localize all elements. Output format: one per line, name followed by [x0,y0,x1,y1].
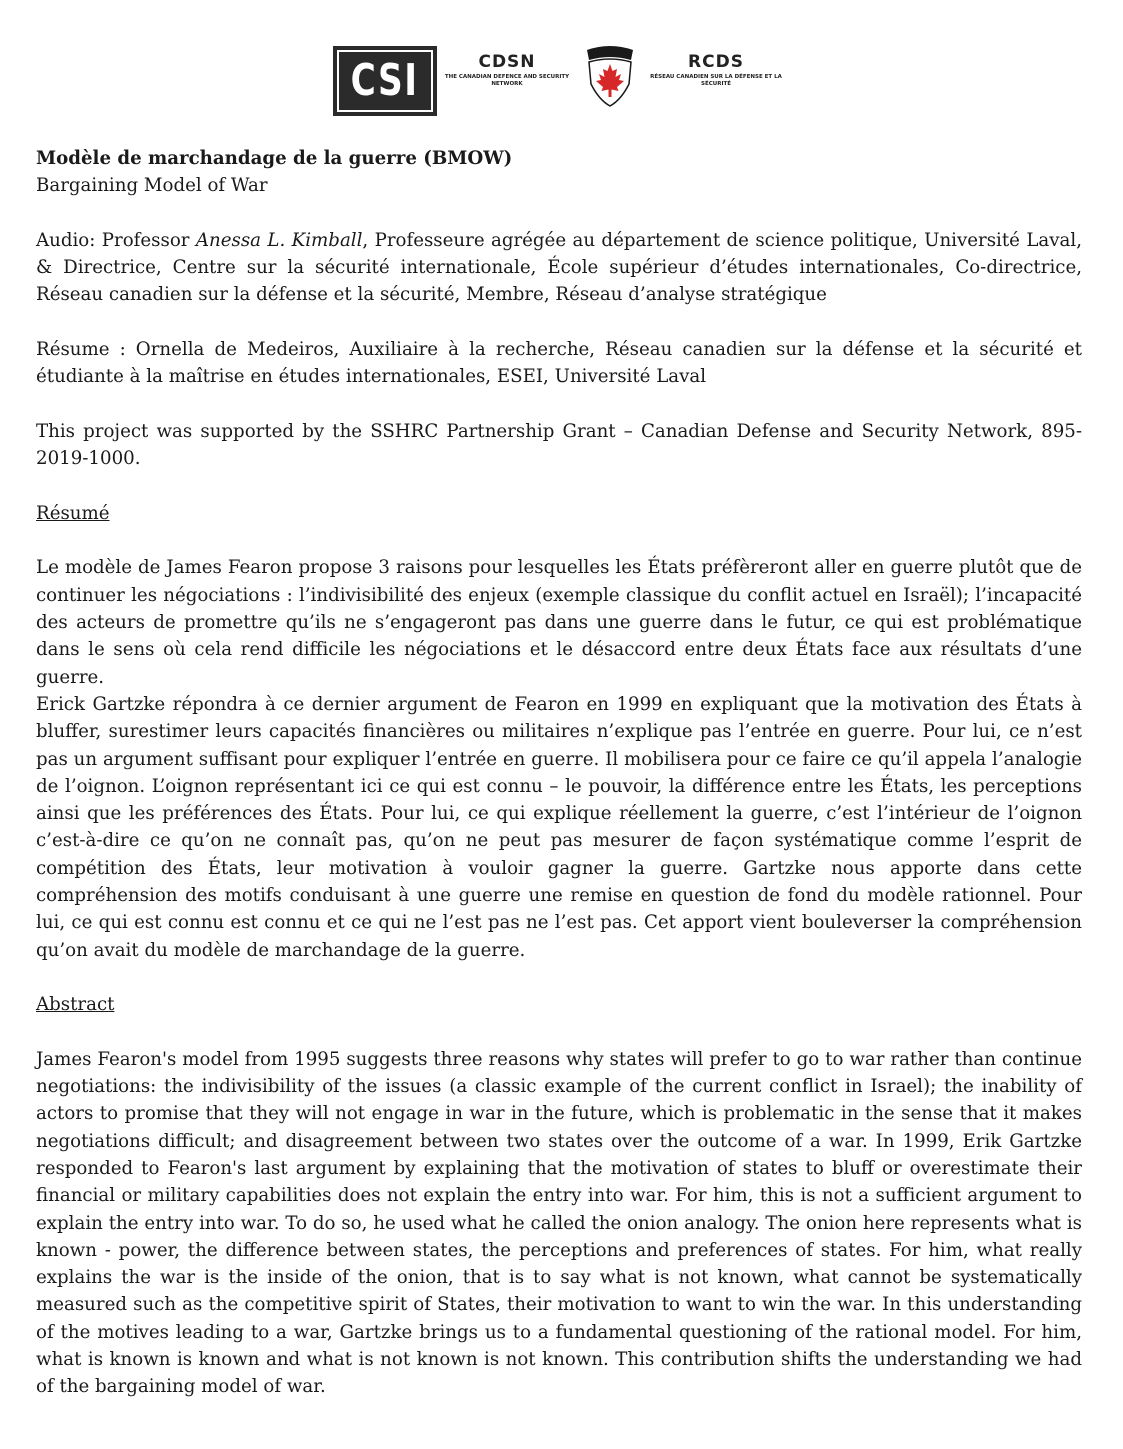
abstract-heading: Abstract [36,994,115,1016]
resume-credit: Résume : Ornella de Medeiros, Auxiliaire à la recherche, Réseau canadien sur la défense et la sécurité et étudiante à la maîtrise en études internationales, ESEI, Université Laval [36,339,1082,388]
rcds-logo [641,52,791,88]
title-french: Modèle de marchandage de la guerre (BMOW) [36,148,513,169]
document-body [36,145,1082,1401]
audio-credit: Audio: Professor Anessa L. Kimball, Professeure agrégée au département de science politique, Université Laval, & Directrice, Centre sur la sécurité internationale, École supérieur d’études internationales, Co-directrice, Réseau canadien sur la défense et la sécurité, Membre, Réseau d’analyse stratégique [36,229,1082,306]
csi-logo [333,46,437,116]
maple-leaf-shield-icon [581,44,639,108]
title-english: Bargaining Model of War [36,175,268,197]
abstract-paragraph: James Fearon's model from 1995 suggests three reasons why states will prefer to go to war rather than continue negotiations: the indivisibility of the issues (a classic example of the current conflict in Israel); the inability of actors to promise that they will not engage in war in the future, which is problematic in the sense that it makes negotiations difficult; and disagreement between two states over the outcome of a war. In 1999, Erik Gartzke responded to Fearon's last argument by explaining that the motivation of states to bluff or overestimate their financial or military capabilities does not explain the entry into war. For him, this is not a sufficient argument to explain the entry into war. To do so, he used what he called the onion analogy. The onion here represents what is known - power, the difference between states, the perceptions and preferences of states. For him, what really explains the war is the inside of the onion, that is to say what is not known, what cannot be systematically measured such as the competitive spirit of States, their motivation to want to win the war. In this understanding of the motives leading to a war, Gartzke brings us to a fundamental questioning of the rational model. For him, what is known is known and what is not known is not known. This contribution shifts the understanding we had of the bargaining model of war. [36,1048,1082,1398]
csi-logo-text: CSI [350,55,419,106]
logo-row [333,44,793,120]
support-statement: This project was supported by the SSHRC Partnership Grant – Canadian Defense and Security Network, 895-2019-1000. [36,420,1082,470]
rcds-logo-subtitle: RÉSEAU CANADIEN SUR LA DÉFENSE ET LA SÉCURITÉ [650,74,782,87]
audio-credit-name: Anessa L. Kimball [195,229,363,251]
resume-paragraph-1: Le modèle de James Fearon propose 3 raisons pour lesquelles les États préfèreront aller en guerre plutôt que de continuer les négociations : l’indivisibilité des enjeux (exemple classique du conflit actuel en Israël); l’incapacité des acteurs de promettre qu’ils ne s’engageront pas dans une guerre dans le futur, ce qui est problématique dans le sens où cela rend difficile les négociations et le désaccord entre deux États face aux résultats d’une guerre. [36,557,1082,688]
cdsn-logo-text: CDSN [478,52,536,72]
rcds-logo-text: RCDS [688,52,744,72]
cdsn-logo-subtitle: THE CANADIAN DEFENCE AND SECURITY NETWORK [444,74,570,87]
resume-heading: Résumé [36,502,110,524]
cdsn-logo [441,52,573,88]
resume-paragraph-2: Erick Gartzke répondra à ce dernier argument de Fearon en 1999 en expliquant que la motivation des États à bluffer, surestimer leurs capacités financières ou militaires n’explique pas l’entrée en guerre. Pour lui, ce n’est pas un argument suffisant pour expliquer l’entrée en guerre. Il mobilisera pour ce faire ce qu’il appela l’analogie de l’oignon. L’oignon représentant ici ce qui est connu – le pouvoir, la différence entre les États, les perceptions ainsi que les préférences des États. Pour lui, ce qui explique réellement la guerre, c’est l’intérieur de l’oignon c’est-à-dire ce qu’on ne connaît pas, qu’on ne peut pas mesurer de façon systématique comme l’esprit de compétition des États, leur motivation à vouloir gagner la guerre. Gartzke nous apporte dans cette compréhension des motifs conduisant à une guerre une remise en question de fond du modèle rationnel. Pour lui, ce qui est connu est connu et ce qui ne l’est pas ne l’est pas. Cet apport vient bouleverser la compréhension qu’on avait du modèle de marchandage de la guerre. [36,693,1082,961]
